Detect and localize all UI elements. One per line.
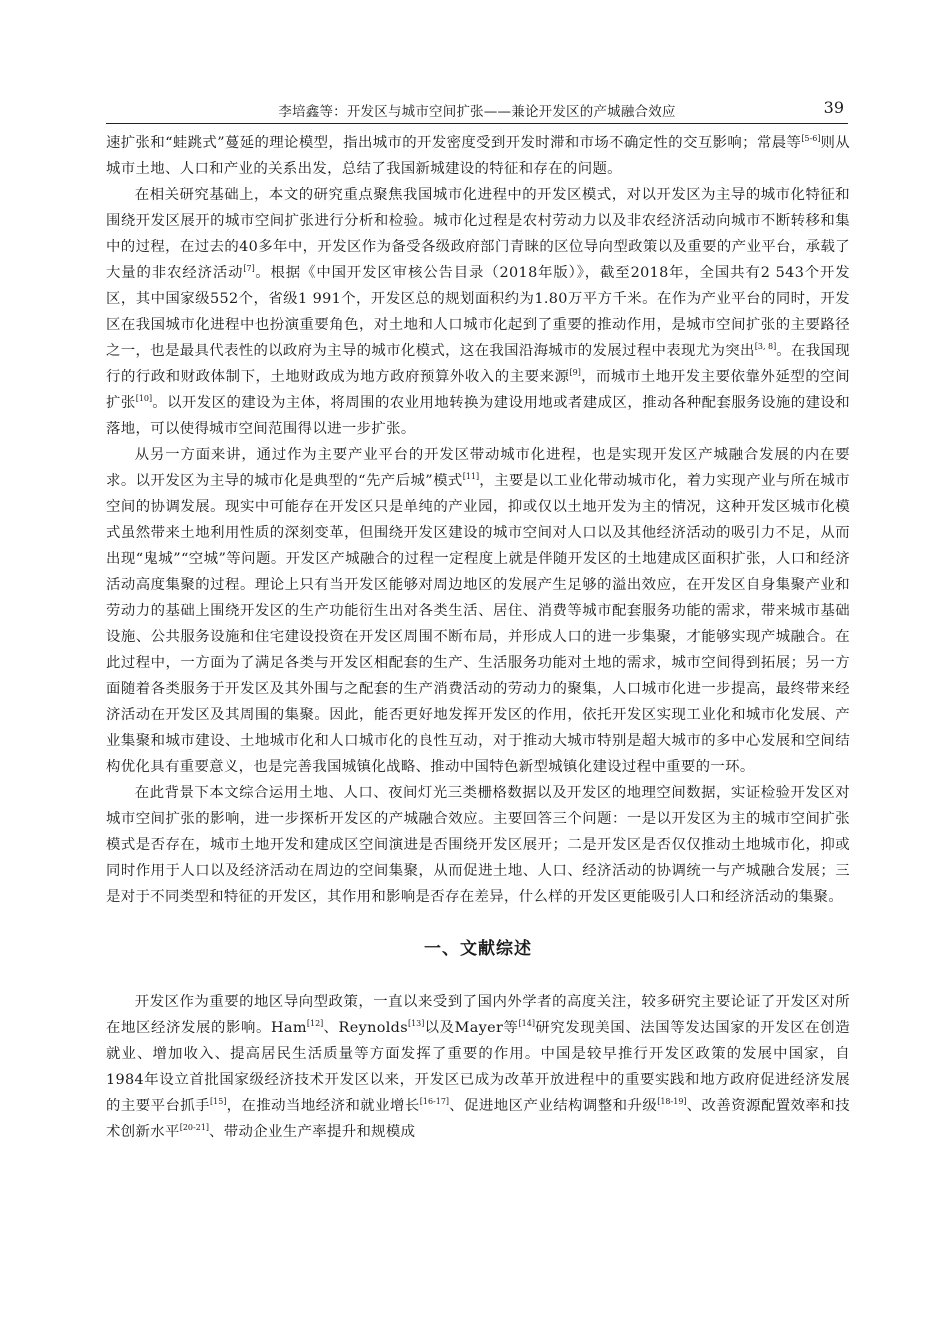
citation-marker: [15]: [210, 1097, 227, 1107]
paragraph-text: 。根据《中国开发区审核公告目录（2018年版）》，截至2018年，全国共有2 543个开发区，其中国家级552个，省级1 991个，开发区总的规划面积约为1.80万平方千米。在作为产业平台的同时，开发区在我国城市化进程中也扮演重要角色，对土地和人口城市化起到了重要的推动作用，是城市空间扩张的主要路径之一，也是最具代表性的以政府为主导的城市化模式，这在我国沿海城市的发展过程中表现尤为突出: [106, 265, 850, 359]
paragraph-text: 、改善资源配置效率和技术创新水平: [106, 1098, 850, 1140]
paragraph-text: ，主要是以工业化带动城市化，着力实现产业与所在城市空间的协调发展。现实中可能存在开发区只是单纯的产业园，抑或仅以土地开发为主的情况，这种开发区城市化模式虽然带来土地利用性质的深刻变革，但围绕开发区建设的城市空间对人口以及其他经济活动的吸引力不足，从而出现“鬼城”“空城”等问题。开发区产城融合的过程一定程度上就是伴随开发区的土地建成区面积扩张，人口和经济活动高度集聚的过程。理论上只有当开发区能够对周边地区的发展产生足够的溢出效应，在开发区自身集聚产业和劳动力的基础上围绕开发区的生产功能衍生出对各类生活、居住、消费等城市配套服务功能的需求，带来城市基础设施、公共服务设施和住宅建设投资在开发区周围不断布局，并形成人口的进一步集聚，才能够实现产城融合。在此过程中，一方面为了满足各类与开发区相配套的生产、生活服务功能对土地的需求，城市空间得到拓展；另一方面随着各类服务于开发区及其外围与之配套的生产消费活动的劳动力的聚集，人口城市化进一步提高，最终带来经济活动在开发区及其周围的集聚。因此，能否更好地发挥开发区的作用，依托开发区实现工业化和城市化发展、产业集聚和城市建设、土地城市化和人口城市化的良性互动，对于推动大城市特别是超大城市的多中心发展和空间结构优化具有重要意义，也是完善我国城镇化战略、推动中国特色新型城镇化建设过程中重要的一环。: [106, 473, 850, 775]
citation-marker: [3, 8]: [754, 342, 777, 352]
citation-marker: [11]: [462, 472, 480, 482]
paragraph-text: 、带动企业生产率提升和规模成: [209, 1124, 416, 1140]
paragraph-text: 在此背景下本文综合运用土地、人口、夜间灯光三类栅格数据以及开发区的地理空间数据，实证检验开发区对城市空间扩张的影响，进一步探析开发区的产城融合效应。主要回答三个问题：一是以开发区为主的城市空间扩张模式是否存在，城市土地开发和建成区空间演进是否围绕开发区展开；二是开发区是否仅仅推动土地城市化，抑或同时作用于人口以及经济活动在周边的空间集聚，从而促进土地、人口、经济活动的协调统一与产城融合发展；三是对于不同类型和特征的开发区，其作用和影响是否存在差异，什么样的开发区更能吸引人口和经济活动的集聚。: [106, 785, 850, 905]
paragraph-text: 。以开发区的建设为主体，将周围的农业用地转换为建设用地或者建成区，推动各种配套服务设施的建设和落地，可以使得城市空间范围得以进一步扩张。: [106, 395, 851, 437]
citation-marker: [9]: [569, 368, 581, 378]
section-paragraphs: [106, 989, 850, 1145]
paragraph-text: 在相关研究基础上，本文的研究重点聚焦我国城市化进程中的开发区模式，对以开发区为主导的城市化特征和围绕开发区展开的城市空间扩张进行分析和检验。城市化过程是农村劳动力以及非农经济活动向城市不断转移和集中的过程，在过去的40多年中，开发区作为备受各级政府部门青睐的区位导向型政策以及重要的产业平台，承载了大量的非农经济活动: [106, 187, 850, 281]
header-rule: [106, 123, 848, 124]
paragraph-text: 研究发现美国、法国等发达国家的开发区在创造就业、增加收入、提高居民生活质量等方面发挥了重要的作用。中国是较早推行开发区政策的发展中国家，自1984年设立首批国家级经济技术开发区以来，开发区已成为改革开放进程中的重要实践和地方政府促进经济发展的主要平台抓手: [106, 1020, 850, 1114]
paragraph-text: 则从城市土地、人口和产业的关系出发，总结了我国新城建设的特征和存在的问题。: [106, 135, 850, 177]
paragraph: [106, 442, 850, 780]
citation-marker: [18-19]: [657, 1097, 687, 1107]
paragraph-text: 速扩张和“蛙跳式”蔓延的理论模型，指出城市的开发密度受到开发时滞和市场不确定性的交互影响；常晨等: [106, 135, 802, 151]
paragraph-text: 。在我国现行的行政和财政体制下，土地财政成为地方政府预算外收入的主要来源: [106, 343, 850, 385]
citation-marker: [12]: [306, 1019, 324, 1029]
page-number: 39: [823, 98, 844, 117]
citation-marker: [14]: [518, 1019, 535, 1029]
citation-marker: [7]: [243, 264, 255, 274]
paragraph-text: ，而城市土地开发主要依靠外延型的空间扩张: [106, 369, 850, 411]
citation-marker: [16-17]: [419, 1097, 450, 1107]
paragraph-text: 开发区作为重要的地区导向型政策，一直以来受到了国内外学者的高度关注，较多研究主要论证了开发区对所在地区经济发展的影响。Ham: [106, 994, 850, 1036]
citation-marker: [5-6]: [801, 134, 821, 144]
paragraph-text: ，在推动当地经济和就业增长: [226, 1098, 420, 1114]
citation-marker: [20-21]: [179, 1123, 210, 1133]
paragraph: [106, 182, 850, 442]
paragraph-text: 从另一方面来讲，通过作为主要产业平台的开发区带动城市化进程，也是实现开发区产城融合发展的内在要求。以开发区为主导的城市化是典型的“先产后城”模式: [106, 447, 850, 489]
intro-paragraphs: [106, 130, 850, 910]
header-title: 李培鑫等：开发区与城市空间扩张——兼论开发区的产城融合效应: [278, 104, 676, 120]
paragraph: [106, 130, 850, 182]
citation-marker: [10]: [135, 394, 153, 404]
paragraph: [106, 989, 850, 1145]
citation-marker: [13]: [407, 1019, 425, 1029]
paragraph: [106, 780, 850, 910]
paragraph-text: 、促进地区产业结构调整和升级: [449, 1098, 658, 1114]
section-heading: 一、文献综述: [424, 939, 532, 959]
paragraph-text: 、Reynolds: [323, 1020, 408, 1036]
running-header: [106, 98, 848, 126]
paragraph-text: 以及Mayer等: [424, 1020, 519, 1036]
article-body: [106, 130, 850, 1145]
